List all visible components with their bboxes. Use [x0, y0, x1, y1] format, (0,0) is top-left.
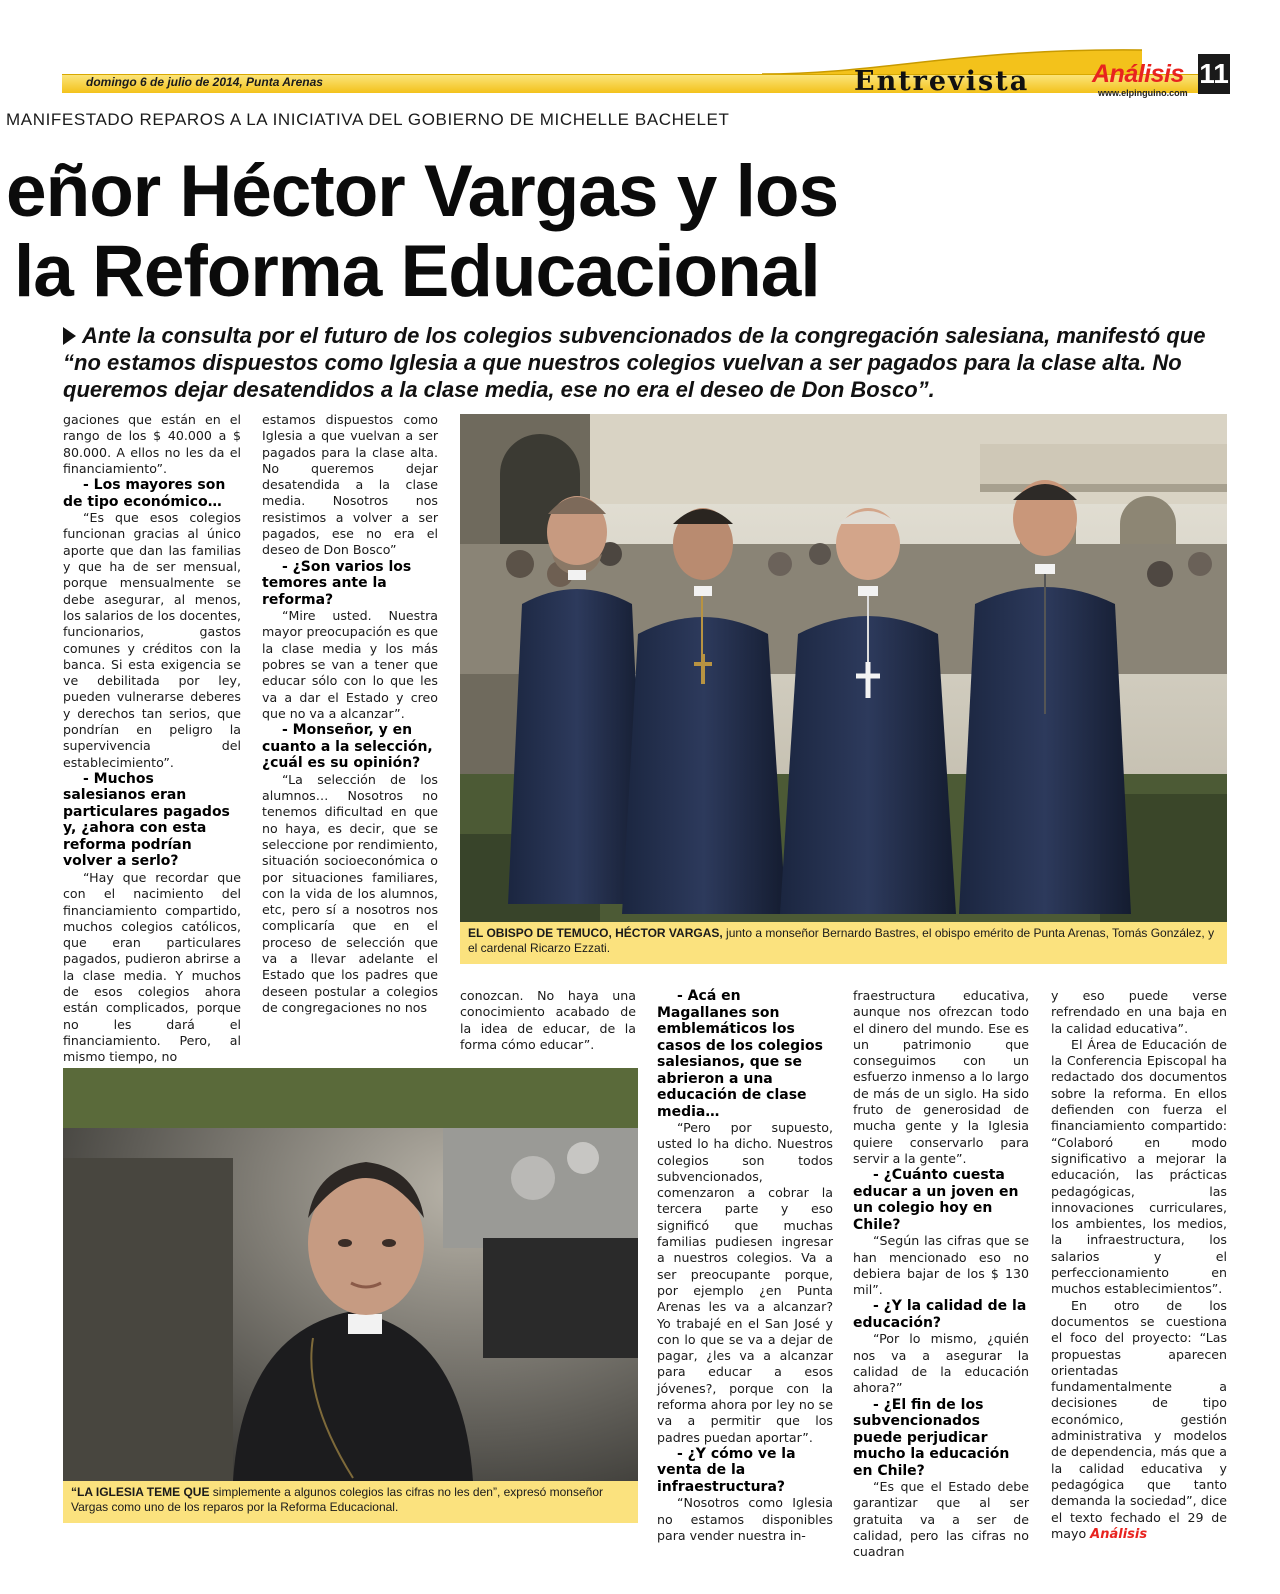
paragraph: El Área de Educación de la Conferencia Episcopal ha redactado dos documentos sobre la reforma. En ellos defienden con fuerza el financiamiento compartido: “Colaboró en modo significativo a mejorar la educación, las prácticas pedagógicas, las innovaciones curriculares, los ambientes, los medios, la infraestructura, los salarios y el perfeccionamiento en muchos establecimientos”. — [1051, 1036, 1227, 1297]
paragraph: “Es que el Estado debe garantizar que al ser gratuita va a ser de calidad, pero las cifras no cuadran — [853, 1479, 1029, 1560]
article-column-5 — [853, 988, 1029, 1561]
paragraph: conozcan. No haya una conocimiento acabado de la idea de educar, de la forma cómo educar”. — [460, 988, 636, 1052]
paragraph: “La selección de los alumnos… Nosotros no tenemos dificultad en que no haya, es decir, que se seleccione por rendimiento, situación socioeconómica o por situaciones familiares, con la vida de los alumnos, etc, pero sí a nosotros nos complicaría que en el proceso de selección que va a llevar adelante el Estado que los padres que deseen postular a colegios de congregaciones no nos — [262, 771, 438, 1015]
paragraph-text: En otro de los documentos se cuestiona el foco del proyecto: “Las propuestas aparecen orientadas fundamentalmente a decisiones de tipo económico, gestión administrativa y modelos de dependencia, más que a la calidad educativa y pedagógica que tanto demanda la sociedad”, dice el texto fechado el 29 de mayo — [1051, 1297, 1227, 1541]
paragraph — [1051, 1298, 1227, 1543]
headline-line-1: eñor Héctor Vargas y los — [6, 151, 839, 232]
interview-question: - ¿Son varios los temores ante la reforma? — [262, 558, 412, 608]
article-column-6 — [1051, 988, 1227, 1543]
paragraph: “Es que esos colegios funcionan gracias al único aporte que dan las familias y que ha de ser mensual, porque mensualmente se debe asegurar, al menos, los salarios de los docentes, funcionarios, gastos comunes y créditos con la banca. Si esta exigencia se ve debilitada por ley, pueden vulnerarse deberes y derechos tan serios, que pondrían en peligro la supervivencia del establecimiento”. — [63, 510, 241, 770]
caption-text: junto a monseñor Bernardo Bastres, el obispo emérito de Punta Arenas, Tomás González, y el cardenal Ricarzo Ezzati. — [468, 926, 1215, 955]
interview-question: - Monseñor, y en cuanto a la selección, ¿cuál es su opinión? — [262, 722, 433, 772]
article-column-4 — [657, 988, 833, 1544]
paragraph: “Según las cifras que se han mencionado eso no debiera bajar de los $ 130 mil”. — [853, 1233, 1029, 1298]
interview-question: - ¿El fin de los subvencionados puede perjudicar mucho la educación en Chile? — [853, 1396, 1010, 1479]
photo-monsenor-vargas — [63, 1068, 638, 1481]
caption-bold-lead: EL OBISPO DE TEMUCO, HÉCTOR VARGAS, — [468, 926, 723, 940]
paragraph: “Hay que recordar que con el nacimiento del financiamiento compartido, muchos colegios católicos, que eran particulares pagados, pudieron abrirse a la clase media. Y muchos de esos colegios ahora están complicados, porque no les dará el financiamiento. Pero, al mismo tiempo, no — [63, 869, 241, 1065]
headline — [6, 152, 838, 312]
paragraph: fraestructura educativa, aunque nos ofrezcan todo el dinero del mundo. Ese es un patrimonio que conseguimos con un esfuerzo inmenso a lo largo de más de un siglo. Ha sido fruto de generosidad de mucha gente y la Iglesia quiere conservarlo para servir a la gente”. — [853, 988, 1029, 1166]
section-label: Entrevista — [854, 66, 1030, 97]
caption-text: simplemente a algunos colegios las cifras no les den”, expresó monseñor Vargas como uno de los reparos por la Reforma Educacional. — [71, 1485, 603, 1514]
interview-question: - Acá en Magallanes son emblemáticos los casos de los colegios salesianos, que se abrieron a una educación de clase media… — [657, 988, 823, 1120]
paragraph: estamos dispuestos como Iglesia a que vuelvan a ser pagados para la clase alta. No queremos dejar desatendida a la clase media. Nosotros nos resistimos a volver a ser pagados, ese no era el deseo de Don Bosco” — [262, 412, 438, 558]
brand-url: www.elpinguino.com — [1098, 88, 1188, 98]
paragraph: y eso puede verse refrendado en una baja en la calidad educativa”. — [1051, 988, 1227, 1036]
paragraph: “Pero por supuesto, usted lo ha dicho. Nuestros colegios son todos subvencionados, comenzaron a cobrar la tercera parte y eso significó que muchas familias pudiesen ingresar a nuestros colegios. Va a ser preocupante porque, por ejemplo ¿en Punta Arenas les va a alcanzar? Yo trabajé en el San José y con lo que se va a dejar de pagar, ¿les va a alcanzar para educar a esos jóvenes?, porque con la reforma ahora por ley no se va a permitir que los padres puedan aportar”. — [657, 1120, 833, 1445]
photo-four-bishops — [460, 414, 1227, 922]
lead-arrow-icon — [63, 327, 76, 345]
article-column-3 — [460, 988, 636, 1053]
interview-question: - ¿Cuánto cuesta educar a un joven en un colegio hoy en Chile? — [853, 1167, 1019, 1233]
photo-bishops-illustration — [460, 414, 1227, 922]
headline-line-2: la Reforma Educacional — [14, 231, 820, 312]
interview-question: - ¿Y la calidad de la educación? — [853, 1298, 1027, 1331]
kicker: MANIFESTADO REPAROS A LA INICIATIVA DEL GOBIERNO DE MICHELLE BACHELET — [6, 110, 730, 129]
page-header — [62, 48, 1227, 98]
paragraph: gaciones que están en el rango de los $ 40.000 a $ 80.000. A ellos no les da el financiamiento”. — [63, 412, 241, 476]
article-column-1 — [63, 412, 241, 1066]
photo-caption-bishops — [460, 922, 1227, 964]
interview-question: - Muchos salesianos eran particulares pagados y, ¿ahora con esta reforma podrían volver a serlo? — [63, 770, 230, 870]
publication-date: domingo 6 de julio de 2014, Punta Arenas — [86, 75, 323, 89]
interview-question: - Los mayores son de tipo económico… — [63, 477, 226, 510]
interview-question: - ¿Y cómo ve la venta de la infraestructura? — [657, 1445, 796, 1495]
paragraph: “Nosotros como Iglesia no estamos disponibles para vender nuestra in- — [657, 1495, 833, 1544]
page-number: 11 — [1198, 54, 1230, 94]
brand-name: Análisis — [1092, 60, 1184, 88]
photo-portrait-illustration — [63, 1068, 638, 1481]
article-column-2 — [262, 412, 438, 1016]
lead-text: Ante la consulta por el futuro de los colegios subvencionados de la congregación salesiana, manifestó que “no estamos dispuestos como Iglesia a que nuestros colegios vuelvan a ser pagados para la clase alta. No queremos dejar desatendidos a la clase media, ese no era el deseo de Don Bosco”. — [63, 323, 1206, 402]
photo-caption-portrait — [63, 1481, 638, 1523]
caption-bold-lead: “LA IGLESIA TEME QUE — [71, 1485, 210, 1499]
lead-paragraph — [63, 322, 1213, 403]
end-mark-logo: Análisis — [1090, 1526, 1148, 1542]
paragraph: “Por lo mismo, ¿quién nos va a asegurar la calidad de la educación ahora?” — [853, 1331, 1029, 1396]
paragraph: “Mire usted. Nuestra mayor preocupación es que la clase media y los más pobres se van a tener que educar sólo con lo que les va a dar el Estado y creo que no va a alcanzar”. — [262, 608, 438, 721]
